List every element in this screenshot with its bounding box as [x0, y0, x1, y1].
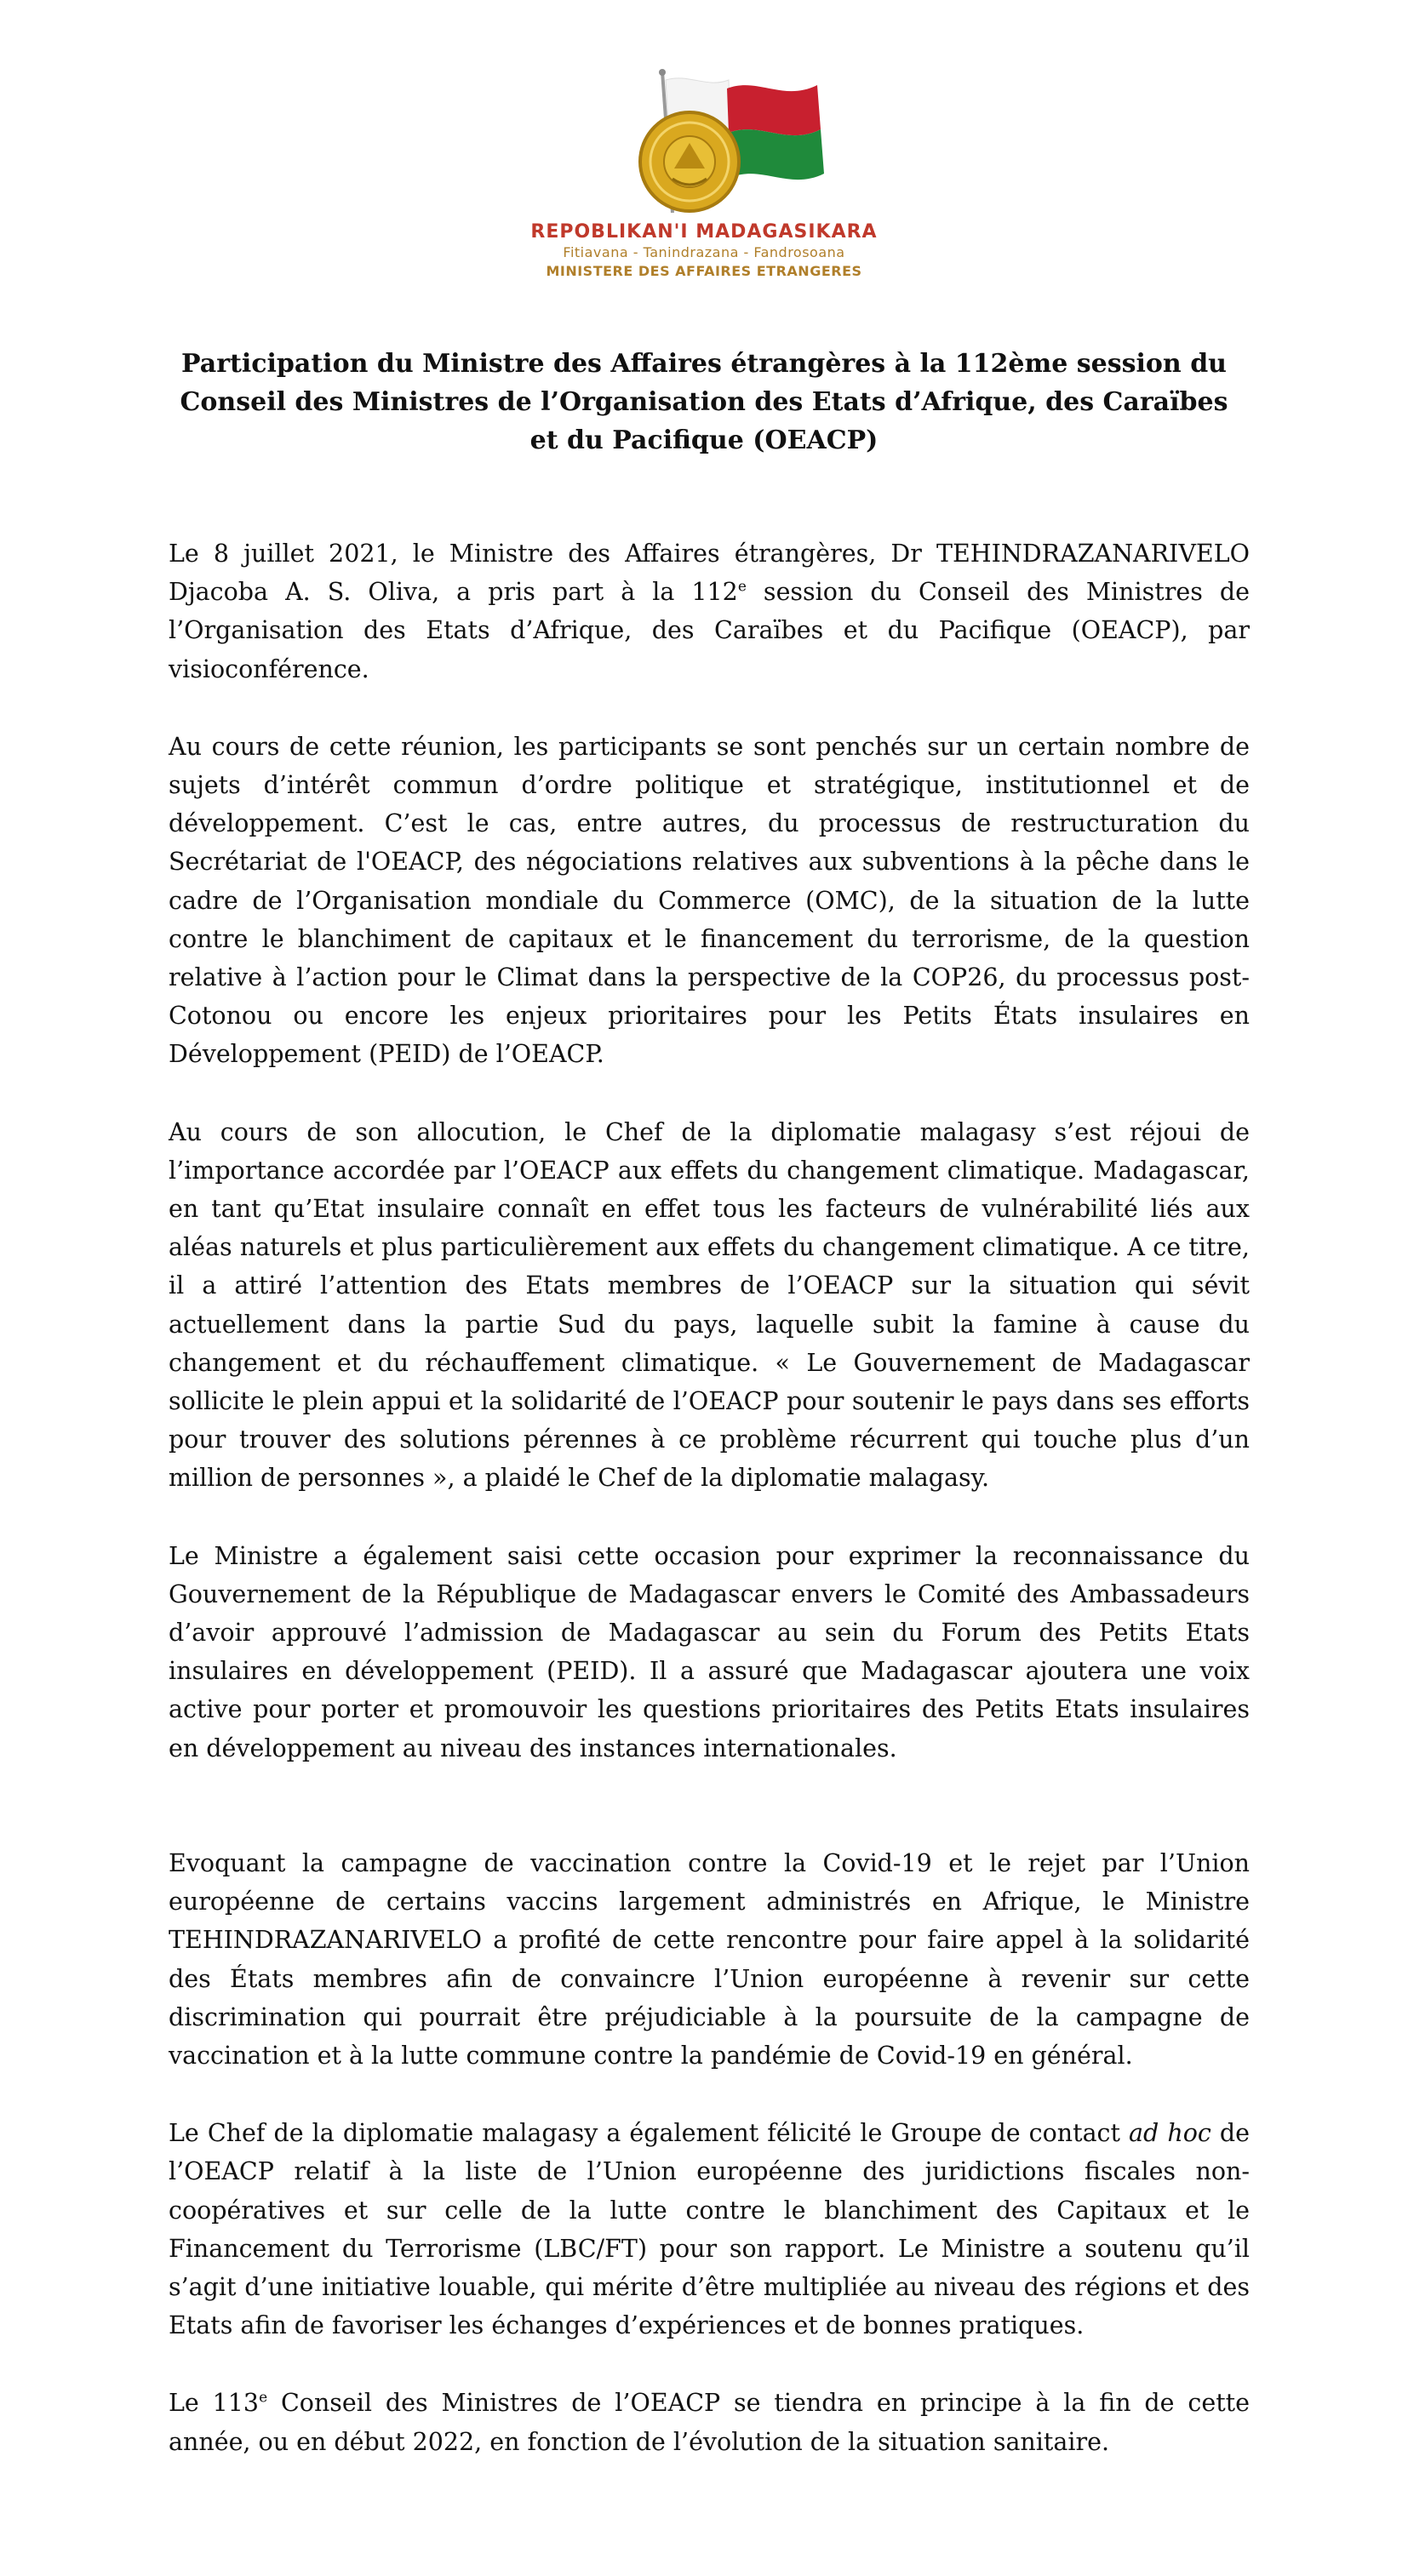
ministry-name: MINISTERE DES AFFAIRES ETRANGERES — [546, 263, 862, 279]
flag-green-stripe — [729, 129, 824, 180]
paragraph-1-text-b: session du Conseil des Ministres de l’Organisation des Etats d’Afrique, des Caraïbes et du Pacifique (OEACP), par visioconférence. — [169, 578, 1250, 683]
ordinal-suffix: e — [737, 578, 747, 596]
paragraph-2: Au cours de cette réunion, les participants se sont penchés sur un certain nombre de sujets d’intérêt commun d’ordre politique et stratégique, institutionnel et de développement. C’est le cas, entre autres, du processus de restructuration du Secrétariat de l'OEACP, des négociations relatives aux subventions à la pêche dans le cadre de l’Organisation mondiale du Commerce (OMC), de la situation de la lutte contre le blanchiment de capitaux et le financement du terrorisme, de la question relative à l’action pour le Climat dans la perspective de la COP26, du processus post-Cotonou ou encore les enjeux prioritaires pour les Petits États insulaires en Développement (PEID) de l’OEACP. — [169, 732, 1250, 1069]
national-motto: Fitiavana - Tanindrazana - Fandrosoana — [563, 244, 845, 260]
paragraph-6-text-b: de l’OEACP relatif à la liste de l’Union européenne des juridictions fiscales non-coopératives et sur celle de la lutte contre le blanchiment des Capitaux et le Financement du Terrorisme (LBC/FT) pour son rapport. Le Ministre a soutenu qu’il s’agit d’une initiative louable, qui mérite d’être multipliée au niveau des régions et des Etats afin de favoriser les échanges d’expériences et de bonnes pratiques. — [169, 2119, 1250, 2340]
paragraph-1-text-a: Le 8 juillet 2021, le Ministre des Affaires étrangères, Dr TEHINDRAZANARIVELO Djacoba A. S. Oliva, a pris part à la 112 — [169, 540, 1250, 607]
paragraph-7-text-a: Le 113 — [169, 2389, 260, 2418]
paragraph-6-italic: ad hoc — [1129, 2119, 1211, 2148]
paragraph-3: Au cours de son allocution, le Chef de la diplomatie malagasy s’est réjoui de l’importance accordée par l’OEACP aux effets du changement climatique. Madagascar, en tant qu’Etat insulaire connaît en effet tous les facteurs de vulnérabilité liés aux aléas naturels et plus particulièrement aux effets du changement climatique. A ce titre, il a attiré l’attention des Etats membres de l’OEACP sur la situation qui sévit actuellement dans la partie Sud du pays, laquelle subit la famine à cause du changement et du réchauffement climatique. « Le Gouvernement de Madagascar sollicite le plein appui et la solidarité de l’OEACP pour soutenir le pays dans ses efforts pour trouver des solutions pérennes à ce problème récurrent qui touche plus d’un million de personnes », a plaidé le Chef de la diplomatie malagasy. — [169, 1117, 1250, 1493]
document-title: Participation du Ministre des Affaires étrangères à la 112ème session du Conseil des Ministres de l’Organisation des Etats d’Afrique, des Caraïbes et du Pacifique (OEACP) — [180, 349, 1228, 455]
paragraph-4: Le Ministre a également saisi cette occasion pour exprimer la reconnaissance du Gouvernement de la République de Madagascar envers le Comité des Ambassadeurs d’avoir approuvé l’admission de Madagascar au sein du Forum des Petits Etats insulaires en développement (PEID). Il a assuré que Madagascar ajoutera une voix active pour porter et promouvoir les questions prioritaires des Petits Etats insulaires en développement au niveau des instances internationales. — [169, 1541, 1250, 1762]
paragraph-6-text-a: Le Chef de la diplomatie malagasy a également félicité le Groupe de contact — [169, 2119, 1130, 2148]
paragraph-6 — [169, 2114, 1250, 2345]
document-body — [169, 534, 1250, 2500]
flag-red-stripe — [727, 85, 821, 135]
paragraph-5: Evoquant la campagne de vaccination contre la Covid-19 et le rejet par l’Union européenne de certains vaccins largement administrés en Afrique, le Ministre TEHINDRAZANARIVELO a profité de cette rencontre pour faire appel à la solidarité des États membres afin de convaincre l’Union européenne à revenir sur cette discrimination qui pourrait être préjudiciable à la poursuite de la campagne de vaccination et à la lutte commune contre la pandémie de Covid-19 en général. — [169, 1848, 1250, 2070]
republic-name: REPOBLIKAN'I MADAGASIKARA — [530, 221, 878, 243]
flag-pole-top — [659, 69, 666, 76]
paragraph-7-text-b: Conseil des Ministres de l’OEACP se tiendra en principe à la fin de cette année, ou en début 2022, en fonction de l’évolution de la situation sanitaire. — [169, 2389, 1251, 2456]
ordinal-suffix: e — [259, 2389, 268, 2407]
madagascar-emblem-flag-logo — [613, 68, 834, 221]
paragraph-1 — [169, 534, 1250, 688]
letterhead — [0, 68, 1408, 279]
paragraph-7 — [169, 2384, 1250, 2460]
